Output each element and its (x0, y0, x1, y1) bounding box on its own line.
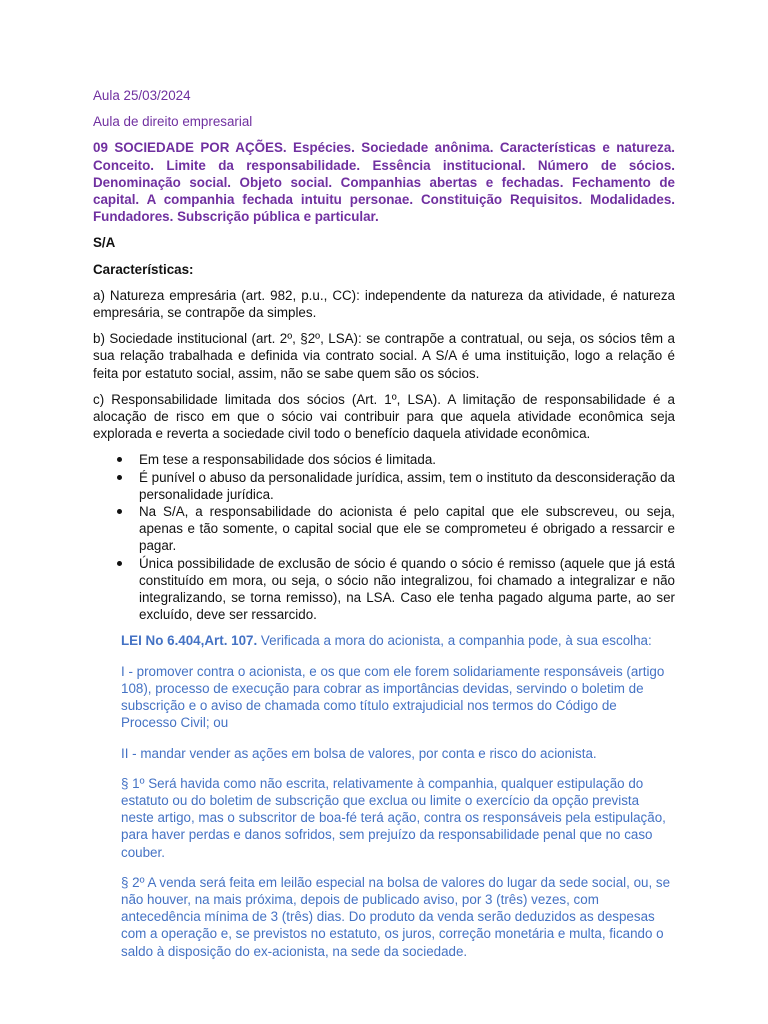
lesson-subject: Aula de direito empresarial (93, 114, 253, 130)
sa-heading: S/A (93, 235, 116, 251)
law-paragraph-1: § 1º Será havida como não escrita, relativamente à companhia, qualquer estipulação do estatuto ou do boletim de subscrição que exclua ou limite o exercício da opção prevista neste artigo, mas o subscritor de boa-fé terá ação, contra os responsáveis pela estipulação, para haver perdas e danos sofridos, sem prejuízo da responsabilidade penal que no caso couber. (121, 775, 666, 860)
law-paragraph-ii: II - mandar vender as ações em bolsa de valores, por conta e risco do acionista. (121, 745, 597, 761)
bullet-list (93, 451, 675, 623)
item-a: a) Natureza empresária (art. 982, p.u., CC): independente da natureza da atividade, é natureza empresária, se contrapõe da simples. (93, 287, 675, 321)
characteristics-heading: Características: (93, 261, 194, 277)
law-heading (121, 632, 675, 649)
item-b: b) Sociedade institucional (art. 2º, §2º, LSA): se contrapõe a contratual, ou seja, os sócios têm a sua relação trabalhada e definida via contrato social. A S/A é uma instituição, logo a relação é feita por estatuto social, assim, não se sabe quem são os sócios. (93, 331, 675, 381)
lesson-date: Aula 25/03/2024 (93, 88, 191, 103)
law-paragraph-i: I - promover contra o acionista, e os que com ele forem solidariamente responsáveis (artigo 108), processo de execução para cobrar as importâncias devidas, servindo o boletim de subscrição e o aviso de chamada como título extrajudicial nos termos do Código de Processo Civil; ou (121, 663, 665, 731)
bullet-icon (117, 509, 122, 514)
list-item: Na S/A, a responsabilidade do acionista é pelo capital que ele subscreveu, ou seja, apenas e tão somente, o capital social que ele se comprometeu é obrigado a ressarcir e pagar. (93, 503, 675, 555)
law-citation: LEI No 6.404,Art. 107. (121, 633, 258, 649)
bullet-icon (117, 561, 122, 566)
item-c: c) Responsabilidade limitada dos sócios (Art. 1º, LSA). A limitação de responsabilidade é a alocação de risco em que o sócio vai contribuir para que aquela atividade econômica seja explorada e reverta a sociedade civil todo o benefício daquela atividade econômica. (93, 391, 675, 442)
law-paragraph-2: § 2º A venda será feita em leilão especial na bolsa de valores do lugar da sede social, ou, se não houver, na mais próxima, depois de publicado aviso, por 3 (três) vezes, com antecedência mínima de 3 (três) dias. Do produto da venda serão deduzidos as despesas com a operação e, se previstos no estatuto, os juros, correção monetária e multa, ficando o saldo à disposição do ex-acionista, na sede da sociedade. (121, 874, 671, 959)
bullet-icon (117, 475, 122, 480)
list-item: É punível o abuso da personalidade jurídica, assim, tem o instituto da desconsideração da personalidade jurídica. (93, 469, 675, 503)
document-body (93, 87, 675, 960)
bullet-icon (117, 457, 122, 462)
list-item: Em tese a responsabilidade dos sócios é limitada. (93, 451, 675, 468)
law-excerpt (121, 632, 675, 959)
lesson-topic: 09 SOCIEDADE POR AÇÕES. Espécies. Sociedade anônima. Características e natureza. Conceito. Limite da responsabilidade. Essência institucional. Número de sócios. Denominação social. Objeto social. Companhias abertas e fechadas. Fechamento de capital. A companhia fechada intuitu personae. Constituição Requisitos. Modalidades. Fundadores. Subscrição pública e particular. (93, 140, 675, 225)
law-intro: Verificada a mora do acionista, a companhia pode, à sua escolha: (257, 633, 652, 649)
list-item: Única possibilidade de exclusão de sócio é quando o sócio é remisso (aquele que já está constituído em mora, ou seja, o sócio não integralizou, foi chamado a integralizar e não integralizando, se torna remisso), na LSA. Caso ele tenha pagado alguma parte, ao ser excluído, deve ser ressarcido. (93, 555, 675, 624)
